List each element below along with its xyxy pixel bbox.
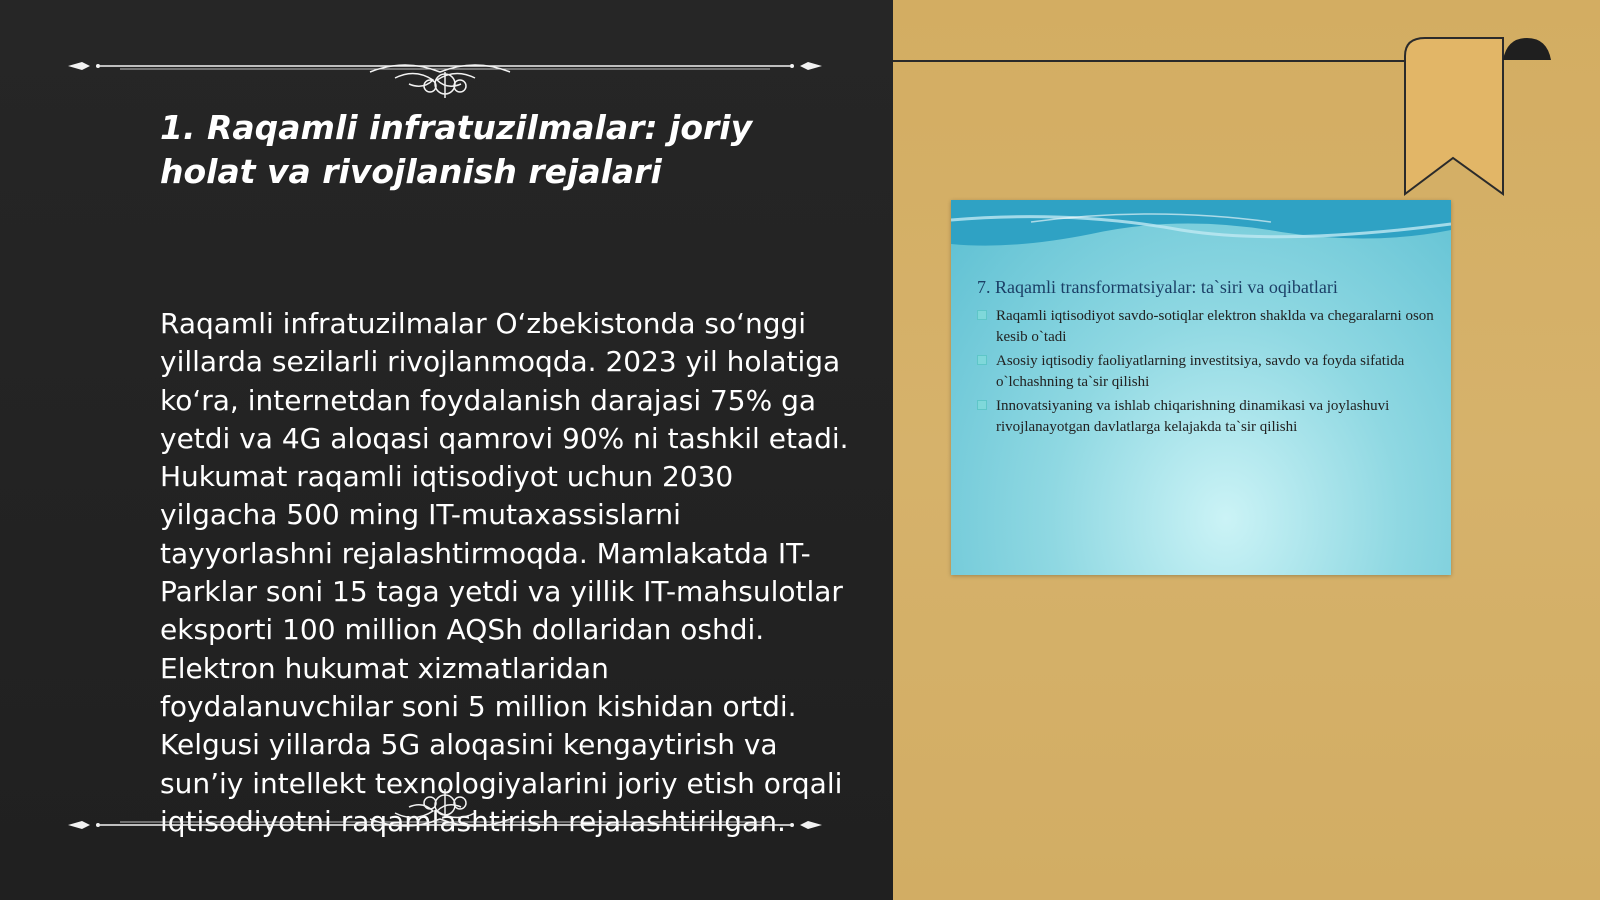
ribbon-bookmark-icon [1403, 36, 1563, 206]
list-item-text: Raqamli iqtisodiyot savdo-sotiqlar elektron shaklda va chegaralarni oson kesib o`tadi [996, 308, 1434, 345]
square-bullet-icon [977, 400, 987, 410]
panel-rule-line [893, 60, 1453, 62]
square-bullet-icon [977, 355, 987, 365]
list-item [977, 351, 1437, 392]
flourish-divider-top [60, 50, 830, 100]
slide-thumbnail-image [951, 200, 1451, 575]
thumbnail-title: 7. Raqamli transformatsiyalar: ta`siri va oqibatlari [977, 277, 1338, 297]
thumbnail-wave-decoration [951, 200, 1451, 260]
thumbnail-bullet-list [977, 306, 1437, 441]
list-item-text: Innovatsiyaning va ishlab chiqarishning dinamikasi va joylashuvi rivojlanayotgan davlatlarga kelajakda ta`sir qilishi [996, 398, 1390, 435]
flourish-divider-bottom [60, 785, 830, 835]
list-item-text: Asosiy iqtisodiy faoliyatlarning investitsiya, savdo va foyda sifatida o`lchashning ta`sir qilishi [996, 353, 1405, 390]
slide-body-text: Raqamli infratuzilmalar O‘zbekistonda so‘nggi yillarda sezilarli rivojlanmoqda. 2023 yil holatiga ko‘ra, internetdan foydalanish darajasi 75% ga yetdi va 4G aloqasi qamrovi 90% ni tashkil etadi. Hukumat raqamli iqtisodiyot uchun 2030 yilgacha 500 ming IT-mutaxassislarni tayyorlashni rejalashtirmoqda. Mamlakatda IT-Parklar soni 15 taga yetdi va yillik IT-mahsulotlar eksporti 100 million AQSh dollaridan oshdi. Elektron hukumat xizmatlaridan foydalanuvchilar soni 5 million kishidan ortdi. Kelgusi yillarda 5G aloqasini kengaytirish va sun’iy intellekt texnologiyalarini joriy etish orqali iqtisodiyotni raqamlashtirish rejalashtirilgan. [160, 307, 849, 838]
gold-side-panel [893, 0, 1600, 900]
list-item [977, 306, 1437, 347]
square-bullet-icon [977, 310, 987, 320]
slide-title: 1. Raqamli infratuzilmalar: joriy holat va rivojlanish rejalari [160, 108, 753, 191]
list-item [977, 396, 1437, 437]
